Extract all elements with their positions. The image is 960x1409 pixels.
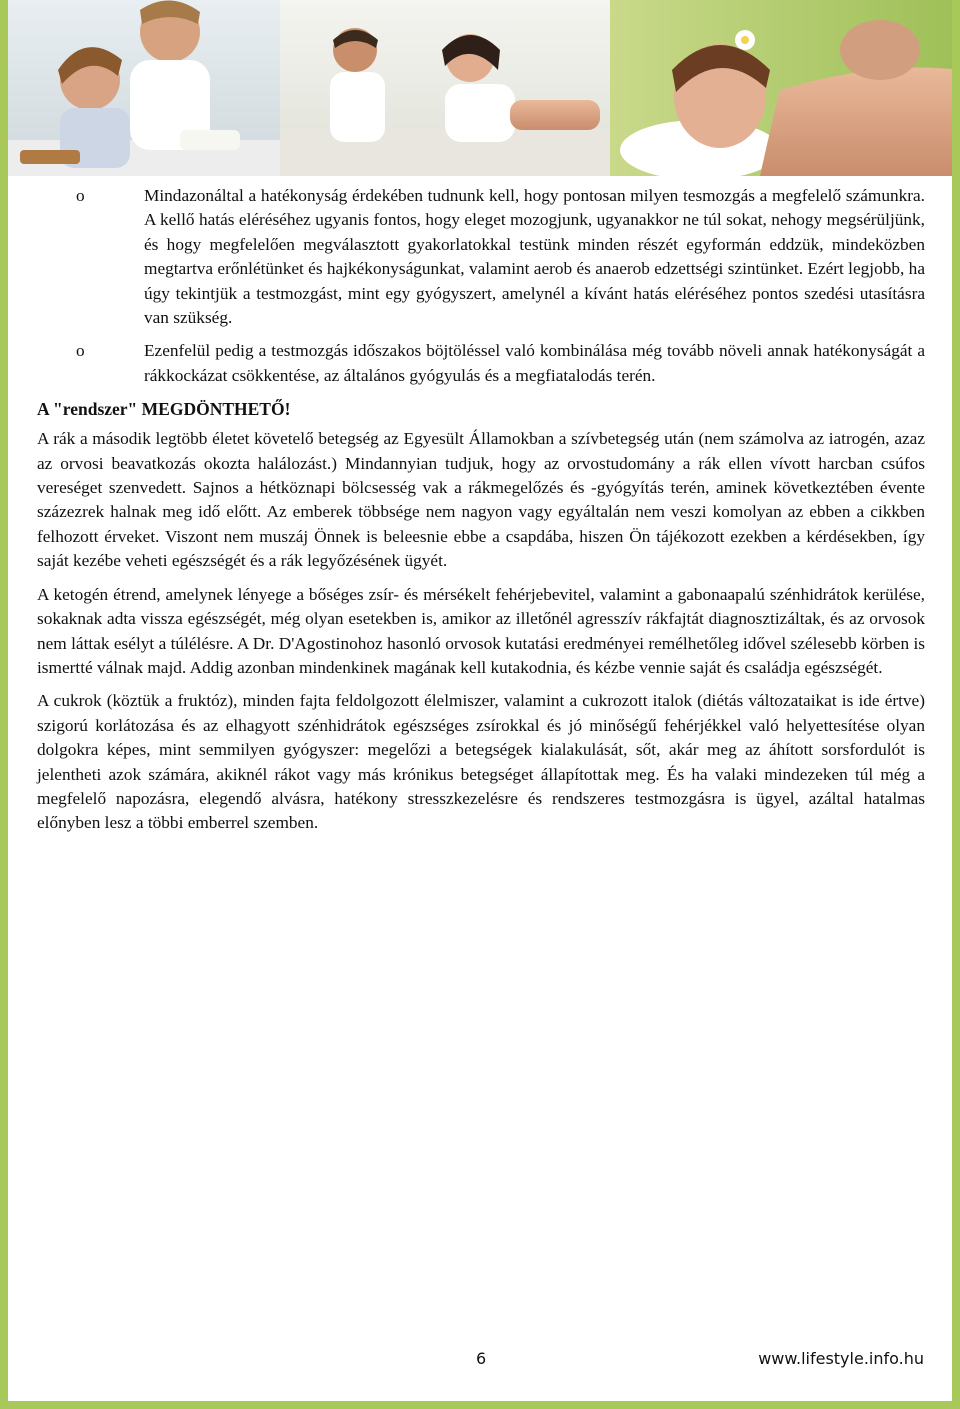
bullet-item <box>37 184 925 330</box>
paragraph: A ketogén étrend, amelynek lényege a bőséges zsír- és mérsékelt fehérjebevitel, valamint a gabonaapalú szénhidrátok kerülése, sokaknak adta vissza egészségét, még olyan esetekben is, amikor az illetőnél agresszív rákfajtát diagnosztizáltak, és az orvosok nem láttak esélyt a túlélésre. A Dr. D'Agostinohoz hasonló orvosok kutatási eredményei remélhetőleg idővel szélesebb körben is ismertté válnak majd. Addig azonban mindenkinek magának kell kutakodnia, és kézbe vennie saját és családja egészségét. <box>37 584 925 677</box>
header-photo-banner <box>0 0 960 176</box>
article-body <box>37 184 925 845</box>
header-photo-illustration <box>0 0 960 176</box>
paragraph: A rák a második legtöbb életet követelő betegség az Egyesült Államokban a szívbetegség után (nem számolva az iatrogén, azaz az orvosi beavatkozás okozta halálozást.) Mindannyian tudjuk, hogy az orvostudomány a rák ellen vívott harcban csúfos vereséget szenvedett. Sajnos a hétköznapi bölcsesség vak a rákmegelőzés és -gyógyítás terén, aminek következtében évente százezrek halnak meg idő előtt. Az emberek többsége nem nagyon vagy egyáltalán nem veszi komolyan az ebben a cikkben felhozott érveket. Viszont nem muszáj Önnek is beleesnie ebbe a csapdába, hiszen Ön tájékozott ezekben a kérdésekben, így saját kezébe veheti egészségét és a rák legyőzésének ügyét. <box>37 429 925 571</box>
page-number: 6 <box>476 1349 487 1368</box>
section-heading: A "rendszer" MEGDÖNTHETŐ! <box>37 399 291 420</box>
paragraph: A cukrok (köztük a fruktóz), minden fajta feldolgozott élelmiszer, valamint a cukrozott italok (diétás változataikat is ide értve) szigorú korlátozása és az elhagyott szénhidrátok egészséges zsírokkal és jó minőségű fehérjékkel való helyettesítése olyan dolgokra képes, mint semmilyen gyógyszer: megelőzi a betegségek kialakulását, sőt, akár meg az áhított sorsfordulót is jelentheti azok számára, akiknél rákot vagy más krónikus betegséget állapítottak meg. És ha valaki mindezeken túl még a megfelelő napozásra, elegendő alvásra, hatékony stresszkezelésre és rendszeres testmozgásra is ügyel, azáltal hatalmas előnyben lesz a többi emberrel szemben. <box>37 691 925 833</box>
bullet-text: Mindazonáltal a hatékonyság érdekében tudnunk kell, hogy pontosan milyen tesmozgás a megfelelő számunkra. A kellő hatás eléréséhez ugyanis fontos, hogy eleget mozogjunk, ugyanakkor ne túl sokat, nehogy megsérüljünk, és hogy megfelelően megválasztott gyakorlatokkal testünk minden részét egyformán eddzük, mindeközben megtartva erőnlétünket és hajkékonyságunkat, valamint aerob és anaerob edzettségi szintünket. Ezért legjobb, ha úgy tekintjük a testmozgást, mint egy gyógyszert, amelynél a kívánt hatás eléréséhez pontos szedési utasításra van szükség. <box>144 186 925 328</box>
bullet-item <box>37 339 925 388</box>
footer-website-link[interactable]: www.lifestyle.info.hu <box>758 1349 924 1368</box>
bullet-text: Ezenfelül pedig a testmozgás időszakos böjtöléssel való kombinálása még tovább növeli annak hatékonyságát a rákkockázat csökkentése, az általános gyógyulás és a megfiatalodás terén. <box>144 341 925 385</box>
bullet-marker: o <box>76 186 85 205</box>
bullet-marker: o <box>76 341 85 361</box>
